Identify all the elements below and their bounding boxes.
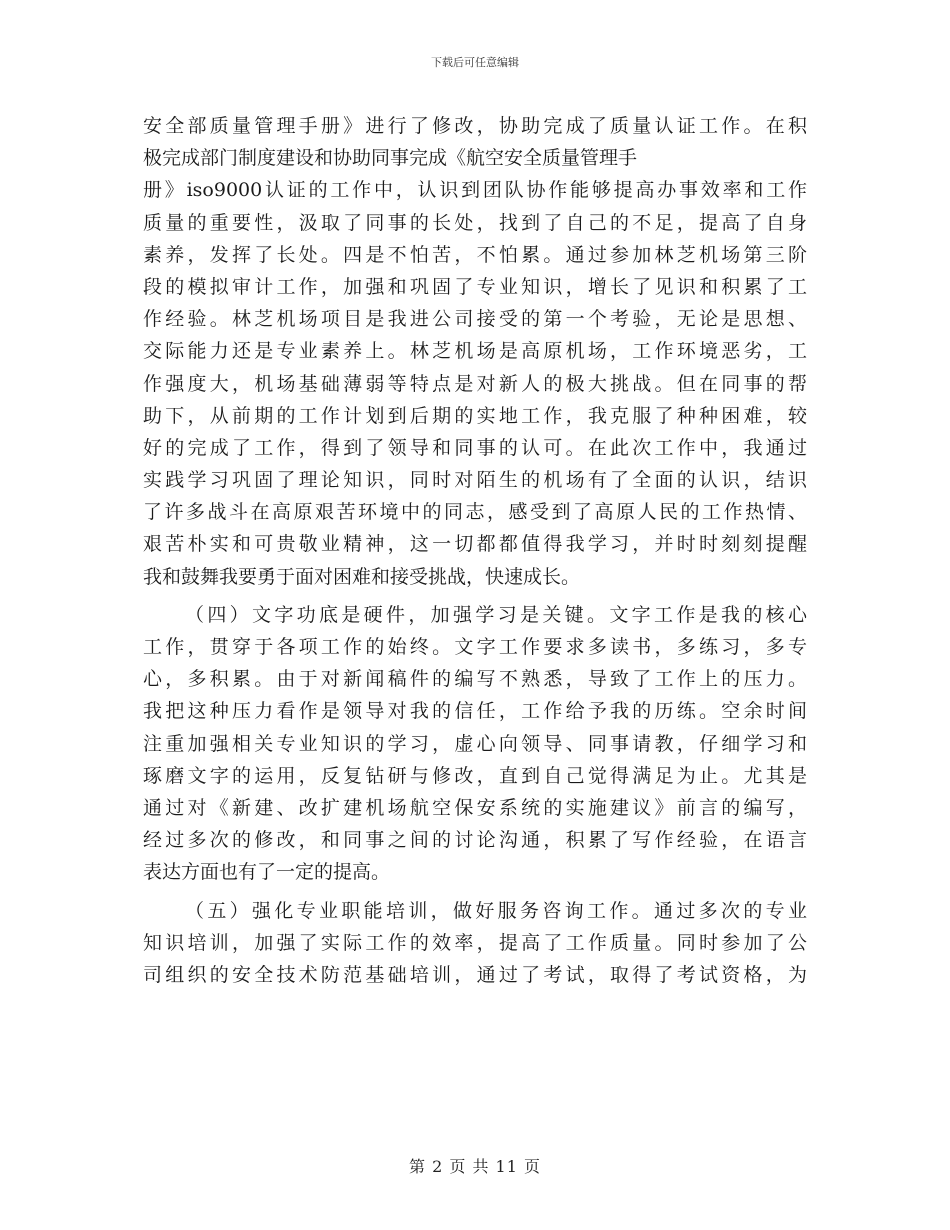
text-line: 作经验。林芝机场项目是我进公司接受的第一个考验，无论是思想、 — [143, 308, 807, 331]
text-line: 册》iso9000认证的工作中，认识到团队协作能够提高办事效率和工作 — [143, 179, 807, 202]
text-line: 我和鼓舞我要勇于面对困难和接受挑战，快速成长。 — [143, 565, 581, 588]
text-line: 质量的重要性，汲取了同事的长处，找到了自己的不足，提高了自身 — [143, 211, 807, 234]
text-line: 工作，贯穿于各项工作的始终。文字工作要求多读书，多练习，多专 — [143, 636, 807, 658]
text-line: 艰苦朴实和可贵敬业精神，这一切都都值得我学习，并时时刻刻提醒 — [143, 533, 807, 556]
text-line: 实践学习巩固了理论知识，同时对陌生的机场有了全面的认识，结识 — [143, 469, 807, 492]
section-heading-line: （五）强化专业职能培训，做好服务咨询工作。通过多次的专业 — [185, 899, 807, 922]
page-header-note: 下载后可任意编辑 — [431, 56, 519, 69]
text-line: 知识培训，加强了实际工作的效率，提高了工作质量。同时参加了公 — [143, 931, 807, 954]
text-line: 好的完成了工作，得到了领导和同事的认可。在此次工作中，我通过 — [143, 436, 807, 459]
text-line: 我把这种压力看作是领导对我的信任，工作给予我的历练。空余时间 — [143, 700, 807, 723]
text-line: 素养，发挥了长处。四是不怕苦，不怕累。通过参加林芝机场第三阶 — [143, 243, 807, 266]
text-line: 通过对《新建、改扩建机场航空保安系统的实施建议》前言的编写， — [143, 796, 807, 819]
text-line: 助下，从前期的工作计划到后期的实地工作，我克服了种种困难，较 — [143, 404, 807, 427]
document-body — [143, 110, 807, 991]
text-line: 注重加强相关专业知识的学习，虚心向领导、同事请教，仔细学习和 — [143, 732, 807, 755]
text-line: 琢磨文字的运用，反复钻研与修改，直到自己觉得满足为止。尤其是 — [143, 764, 807, 787]
text-line: 司组织的安全技术防范基础培训，通过了考试，取得了考试资格，为 — [143, 963, 807, 986]
text-line: 作强度大，机场基础薄弱等特点是对新人的极大挑战。但在同事的帮 — [143, 372, 807, 395]
text-line: 了许多战斗在高原艰苦环境中的同志，感受到了高原人民的工作热情、 — [143, 501, 807, 524]
text-line: 交际能力还是专业素养上。林芝机场是高原机场，工作环境恶劣，工 — [143, 340, 807, 363]
text-line: 段的模拟审计工作，加强和巩固了专业知识，增长了见识和积累了工 — [143, 275, 807, 298]
section-heading-line: （四）文字功底是硬件，加强学习是关键。文字工作是我的核心 — [185, 603, 807, 626]
text-line: 经过多次的修改，和同事之间的讨论沟通，积累了写作经验，在语言 — [143, 829, 807, 852]
text-line: 安全部质量管理手册》进行了修改，协助完成了质量认证工作。在积 — [143, 115, 807, 137]
text-line: 表达方面也有了一定的提高。 — [143, 861, 391, 884]
text-line: 心，多积累。由于对新闻稿件的编写不熟悉，导致了工作上的压力。 — [143, 668, 807, 691]
page-number-footer: 第 2 页 共 11 页 — [409, 1157, 541, 1176]
text-line: 极完成部门制度建设和协助同事完成《航空安全质量管理手 — [143, 147, 638, 170]
